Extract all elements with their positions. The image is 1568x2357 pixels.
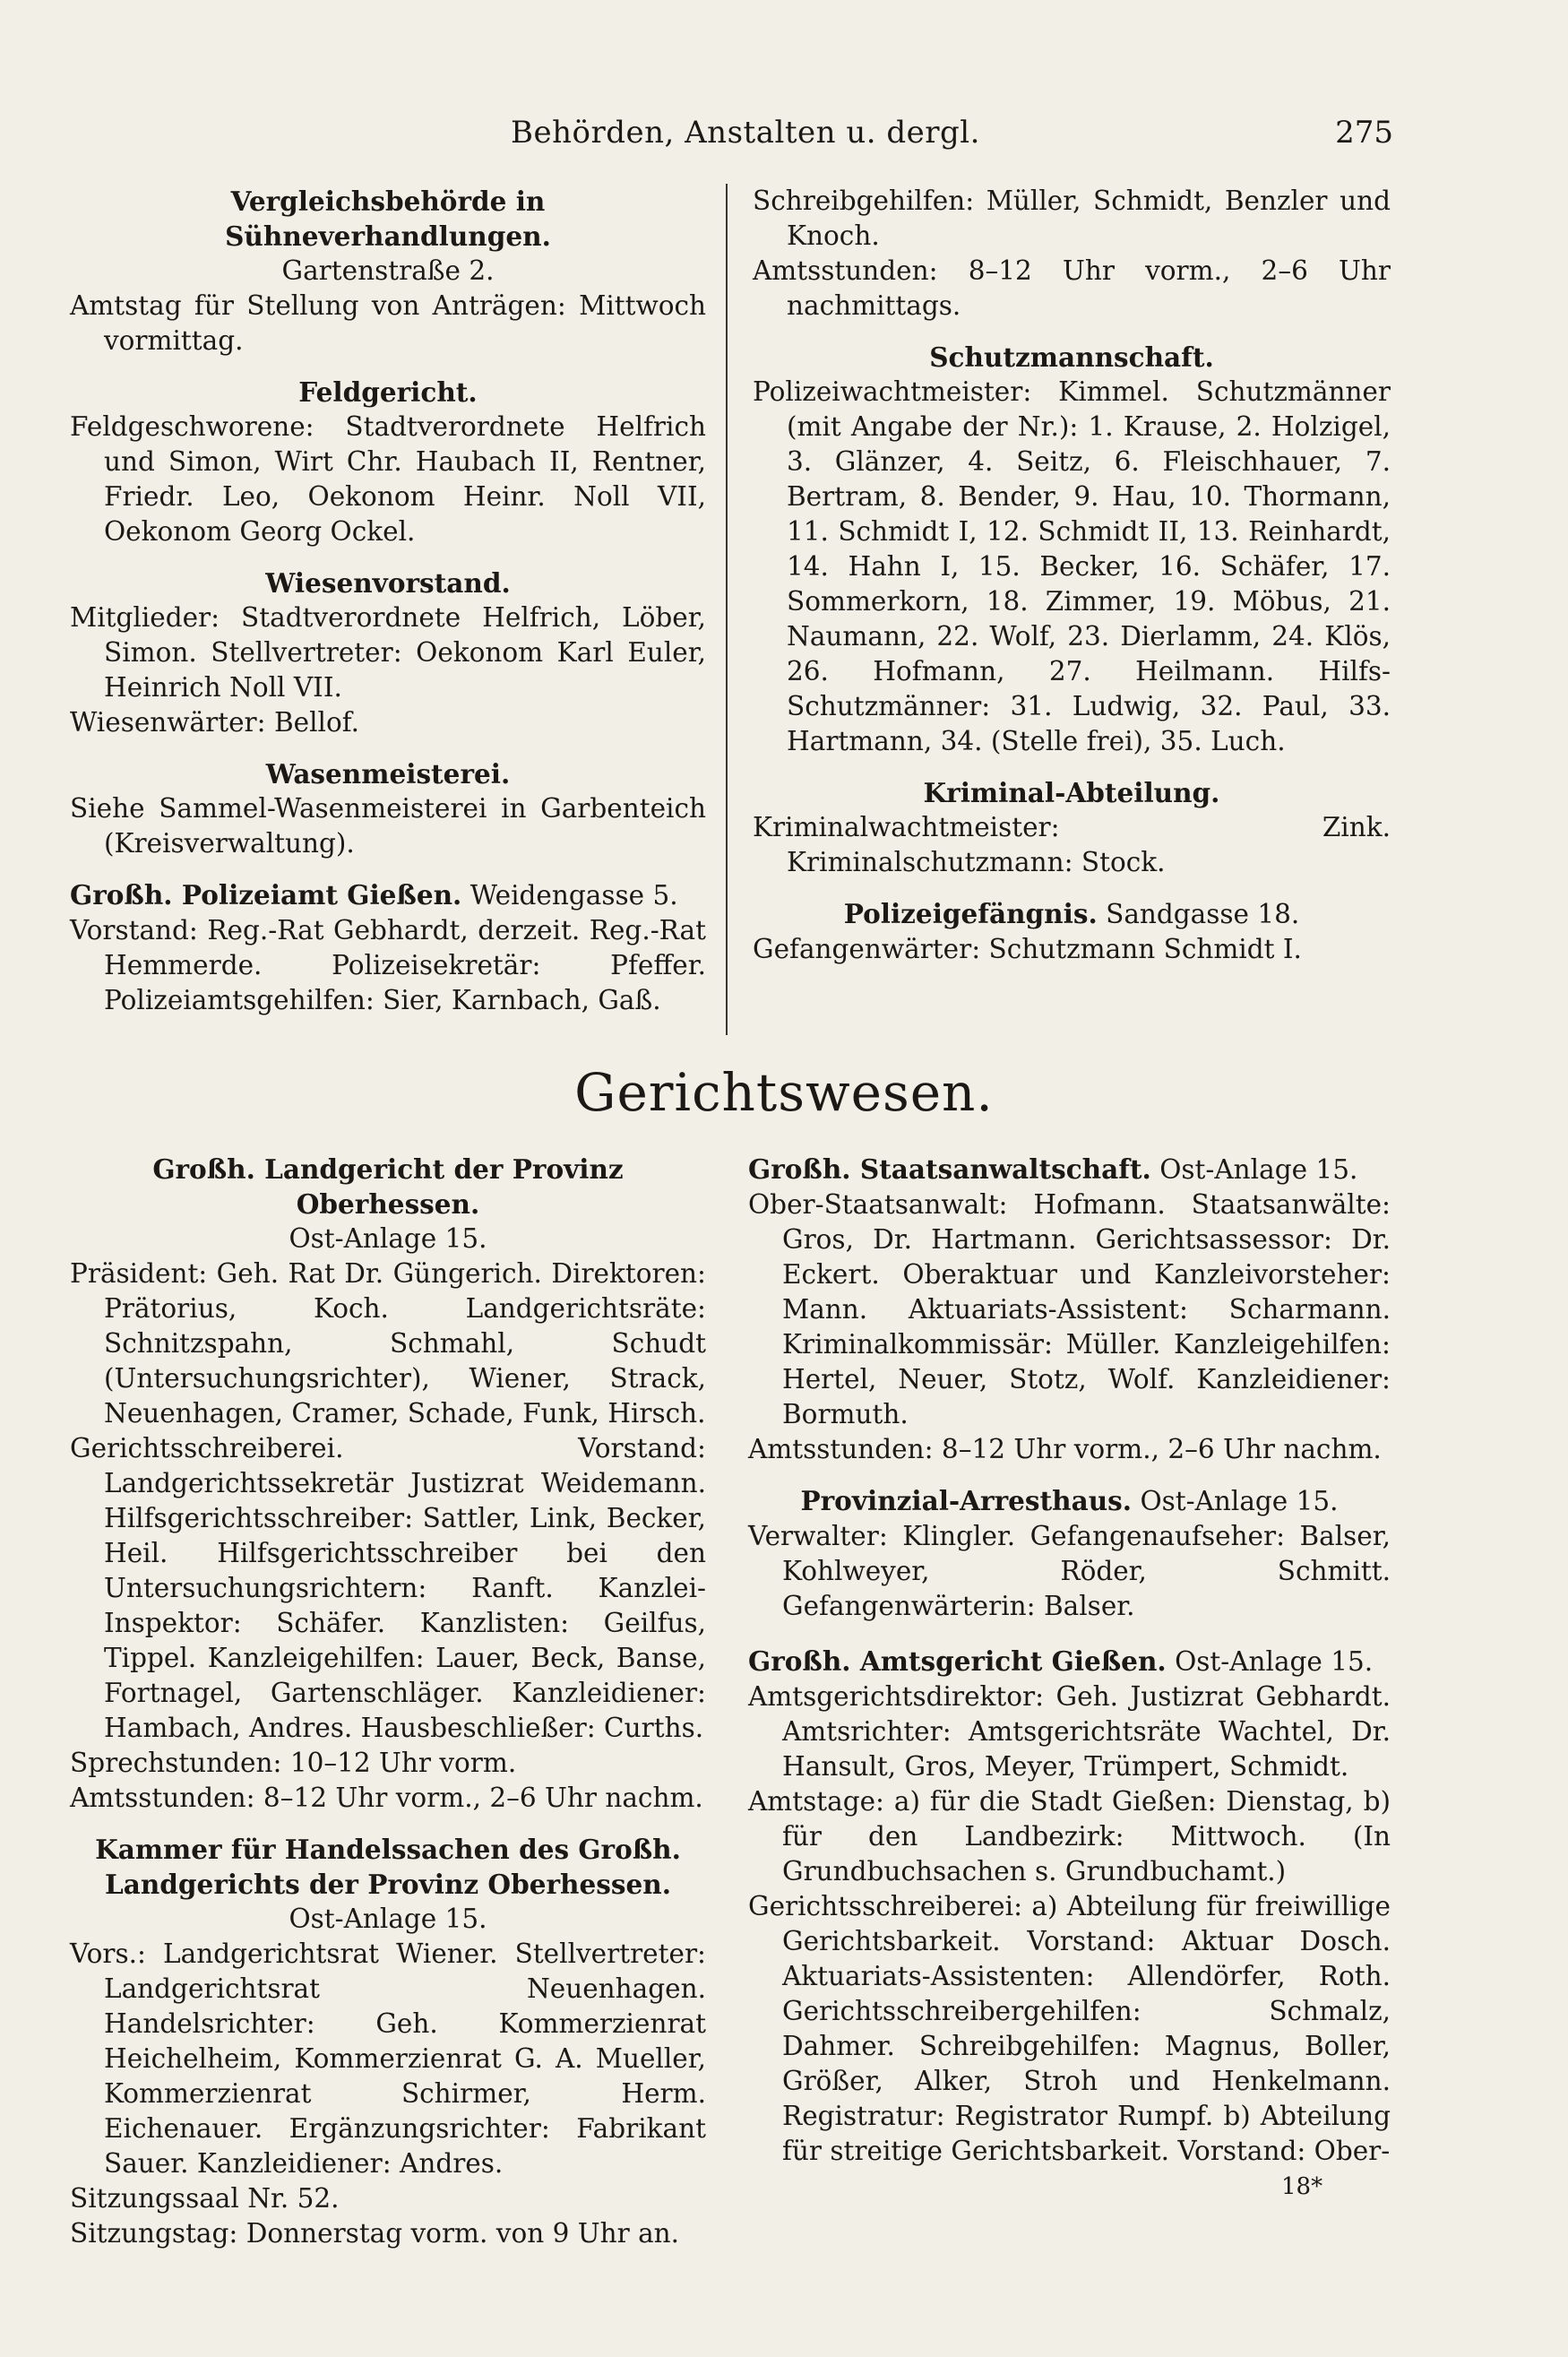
amtstage: Amtstage: a) für die Stadt Gießen: Dienstag, b) für den Landbezirk: Mittwoch. (In Grundbuchsachen s. Grundbuchamt.) [748,1786,1391,1886]
amtsgericht-text: Amtsgerichtsdirektor: Geh. Justizrat Gebhardt. Amtsrichter: Amtsgerichtsräte Wachtel, Dr. Hansult, Gros, Meyer, Trümpert, Schmidt. [748,1681,1391,1782]
landgericht-address: Ost-Anlage 15. [289,1223,487,1254]
gerichtsschreiberei-left: Gerichtsschreiberei. Vorstand: Landgerichtssekretär Justizrat Weidemann. Hilfsgerichtsschreiber: Sattler, Link, Becker, Heil. Hilfsgerichtsschreiber bei den Untersuchungsrichtern: Ranft. Kanzlei-Inspektor: Schäfer. Kanzlisten: Geilfus, Tippel. Kanzleigehilfen: Lauer, Beck, Banse, Fortnagel, Gartenschläger. Kanzleidiener: Hambach, Andres. Hausbeschließer: Curths. [70,1433,706,1743]
landgericht-title: Großh. Landgericht der Provinz Oberhessen. [152,1153,624,1220]
running-head: Behörden, Anstalten u. dergl. [511,115,980,151]
staatsanwalt-title: Großh. Staatsanwaltschaft. [748,1153,1151,1185]
wiesen-waerter: Wiesenwärter: Bellof. [70,707,359,738]
wasen-text: Siehe Sammel-Wasenmeisterei in Garbenteich (Kreisverwaltung). [70,793,706,859]
amtsgericht-heading-line [748,1644,1391,1679]
landgericht-text: Präsident: Geh. Rat Dr. Güngerich. Direktoren: Prätorius, Koch. Landgerichtsräte: Schnitzspahn, Schmahl, Schudt (Untersuchungsrichter), Wiener, Strack, Neuenhagen, Cramer, Schade, Funk, Hirsch. [70,1258,706,1429]
gefaengnis-title: Polizeigefängnis. [843,898,1098,929]
polizei-text: Vorstand: Reg.-Rat Gebhardt, derzeit. Reg.-Rat Hemmerde. Polizeisekretär: Pfeffer. Polizeiamtsgehilfen: Sier, Karnbach, Gaß. [70,915,706,1015]
right-amtsstunden: Amtsstunden: 8–12 Uhr vorm., 2–6 Uhr nachmittags. [753,255,1391,321]
staatsanwalt-text: Ober-Staatsanwalt: Hofmann. Staatsanwälte: Gros, Dr. Hartmann. Gerichtsassessor: Dr. Eckert. Oberaktuar und Kanzleivorsteher: Mann. Aktuariats-Assistent: Scharmann. Kriminalkommissär: Müller. Kanzleigehilfen: Hertel, Neuer, Stotz, Wolf. Kanzleidiener: Bormuth. [748,1189,1391,1429]
right-bottom-column [748,1152,1391,2169]
sitzungstag: Sitzungstag: Donnerstag vorm. von 9 Uhr an. [70,2218,680,2249]
gefaengnis-text: Gefangenwärter: Schutzmann Schmidt I. [753,934,1302,964]
arrest-text: Verwalter: Klingler. Gefangenaufseher: Balser, Kohlweyer, Röder, Schmitt. Gefangenwärterin: Balser. [748,1521,1391,1621]
schutz-text: Polizeiwachtmeister: Kimmel. Schutzmänner (mit Angabe der Nr.): 1. Krause, 2. Holzigel, 3. Glänzer, 4. Seitz, 6. Fleischhauer, 7. Bertram, 8. Bender, 9. Hau, 10. Thormann, 11. Schmidt I, 12. Schmidt II, 13. Reinhardt, 14. Hahn I, 15. Becker, 16. Schäfer, 17. Sommerkorn, 18. Zimmer, 19. Möbus, 21. Naumann, 22. Wolf, 23. Dierlamm, 24. Klös, 26. Hofmann, 27. Heilmann. Hilfs-Schutzmänner: 31. Ludwig, 32. Paul, 33. Hartmann, 34. (Stelle frei), 35. Luch. [753,376,1391,756]
left-top-column [70,184,706,1018]
sprechstunden: Sprechstunden: 10–12 Uhr vorm. [70,1748,517,1778]
right-top-column [753,184,1391,967]
amtsgericht-title: Großh. Amtsgericht Gießen. [748,1645,1167,1677]
staatsanwalt-address: Ost-Anlage 15. [1159,1154,1358,1185]
staatsanwalt-amtsstunden: Amtsstunden: 8–12 Uhr vorm., 2–6 Uhr nachm. [748,1434,1382,1464]
wiesen-text: Mitglieder: Stadtverordnete Helfrich, Löber, Simon. Stellvertreter: Oekonom Karl Euler, Heinrich Noll VII. [70,602,706,703]
kriminal-title: Kriminal-Abteilung. [923,777,1220,808]
feld-text: Feldgeschworene: Stadtverordnete Helfrich und Simon, Wirt Chr. Haubach II, Rentner, Friedr. Leo, Oekonom Heinr. Noll VII, Oekonom Georg Ockel. [70,411,706,547]
polizei-title: Großh. Polizeiamt Gießen. [70,879,462,911]
section-title: Gerichtswesen. [574,1062,994,1123]
feld-title: Feldgericht. [298,376,478,408]
schreib-text: Schreibgehilfen: Müller, Schmidt, Benzler und Knoch. [753,186,1391,251]
left-bottom-column [70,1152,706,2251]
arrest-title: Provinzial-Arresthaus. [800,1485,1133,1516]
polizei-address: Weidengasse 5. [470,880,678,911]
amtsgericht-address: Ost-Anlage 15. [1175,1646,1374,1677]
kammer-title: Kammer für Handelssachen des Großh. Landgerichts der Provinz Oberhessen. [95,1834,681,1900]
column-divider [726,184,728,1035]
vergleich-title: Vergleichsbehörde in Sühneverhandlungen. [225,186,551,252]
page-number: 275 [1335,115,1393,151]
kammer-text: Vors.: Landgerichtsrat Wiener. Stellvertreter: Landgerichtsrat Neuenhagen. Handelsrichter: Geh. Kommerzienrat Heichelheim, Kommerzienrat G. A. Mueller, Kommerzienrat Schirmer, Herm. Eichenauer. Ergänzungsrichter: Fabrikant Sauer. Kanzleidiener: Andres. [70,1938,706,2179]
sitzungssaal: Sitzungssaal Nr. 52. [70,2183,340,2214]
wiesen-title: Wiesenvorstand. [265,567,511,599]
arrest-address: Ost-Anlage 15. [1140,1486,1339,1516]
left-amtsstunden: Amtsstunden: 8–12 Uhr vorm., 2–6 Uhr nachm. [70,1783,703,1813]
gefaengnis-heading-line [753,896,1391,932]
wasen-title: Wasenmeisterei. [265,758,511,790]
kammer-address: Ost-Anlage 15. [289,1904,487,1934]
signature-mark: 18* [1281,2173,1323,2200]
polizei-heading-line [70,877,706,913]
vergleich-address: Gartenstraße 2. [281,255,495,286]
vergleich-text: Amtstag für Stellung von Anträgen: Mittwoch vormittag. [70,290,706,356]
staatsanwalt-heading-line [748,1152,1391,1187]
schutz-title: Schutzmannschaft. [929,341,1214,373]
kriminal-text: Kriminalwachtmeister: Zink. Kriminalschutzmann: Stock. [753,812,1391,877]
gefaengnis-address: Sandgasse 18. [1106,899,1300,929]
arrest-heading-line [748,1483,1391,1519]
gerichtsschreiberei-right: Gerichtsschreiberei: a) Abteilung für freiwillige Gerichtsbarkeit. Vorstand: Aktuar Dosch. Aktuariats-Assistenten: Allendörfer, Roth. Gerichtsschreibergehilfen: Schmalz, Dahmer. Schreibgehilfen: Magnus, Boller, Größer, Alker, Stroh und Henkelmann. Registratur: Registrator Rumpf. b) Abteilung für streitige Gerichtsbarkeit. Vorstand: Ober- [748,1891,1391,2166]
